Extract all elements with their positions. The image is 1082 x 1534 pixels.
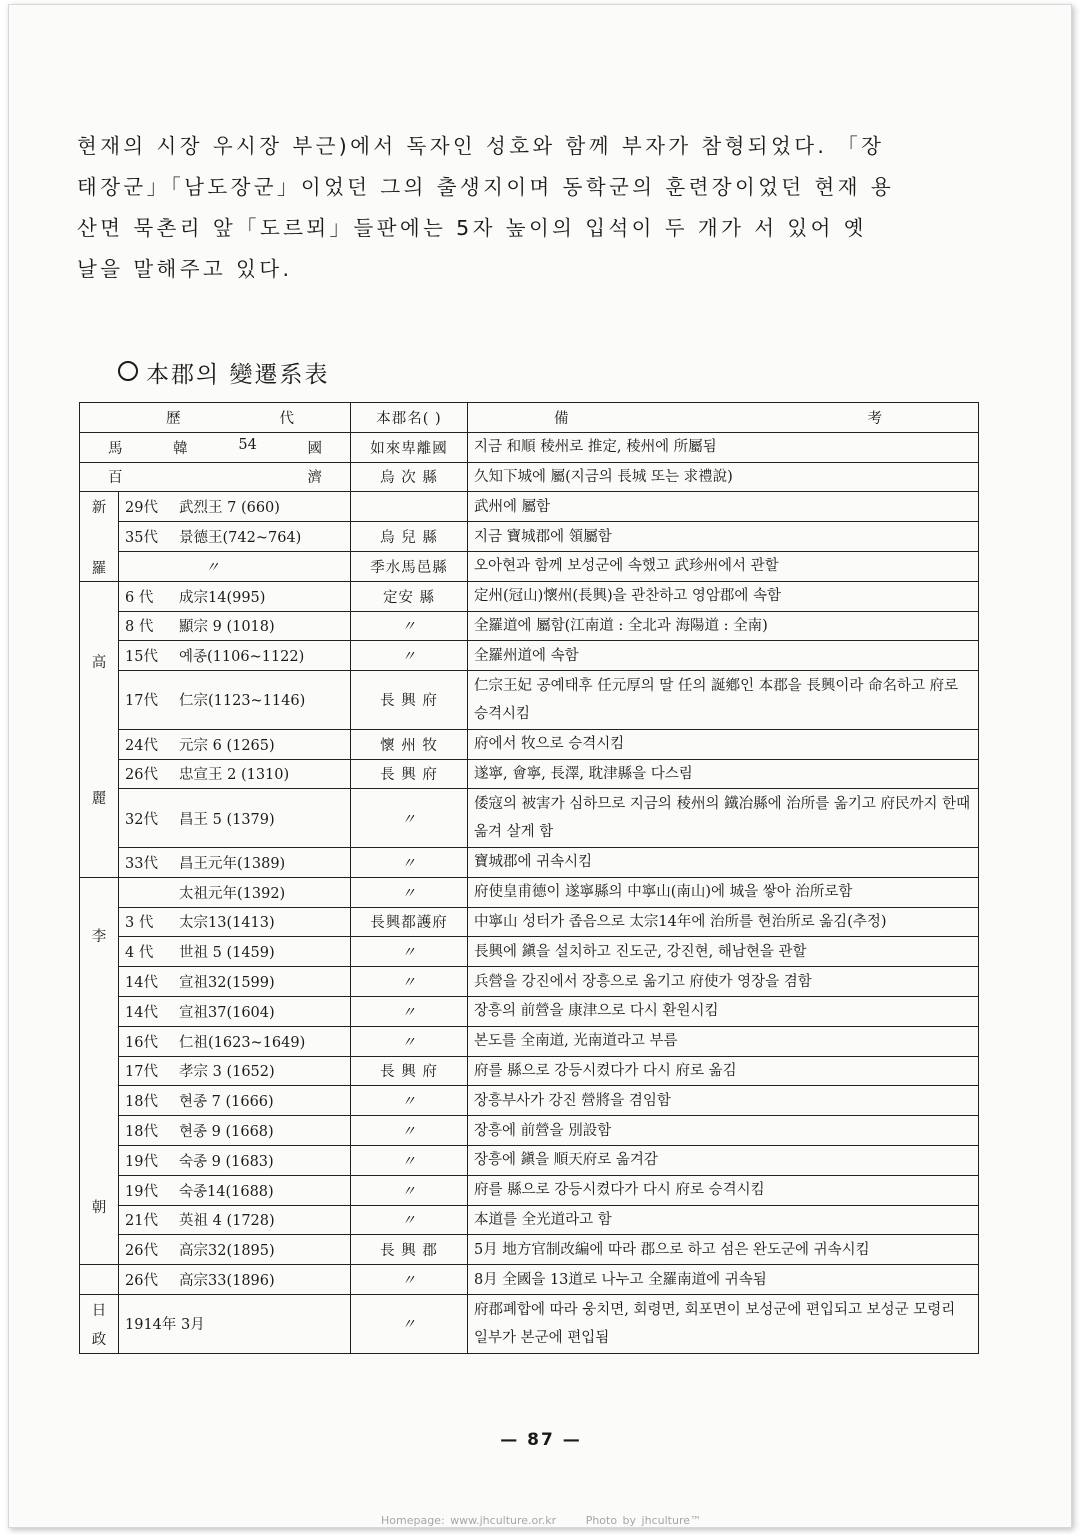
reign-cell bbox=[119, 1294, 351, 1353]
remark: 定州(冠山)懷州(長興)을 관찬하고 영암郡에 속함 bbox=[468, 581, 979, 611]
table-row bbox=[80, 492, 979, 522]
generation: 16代 bbox=[125, 1034, 158, 1051]
county-name: 〃 bbox=[351, 1086, 468, 1116]
county-name: 季水馬邑縣 bbox=[351, 551, 468, 581]
reign-cell bbox=[119, 551, 351, 581]
remark: 兵營을 강진에서 장흥으로 옮기고 府使가 영장을 겸함 bbox=[468, 967, 979, 997]
reign-year: 顯宗 9 (1018) bbox=[179, 619, 275, 636]
footer-homepage: Homepage: www.jhculture.or.kr bbox=[380, 1514, 557, 1527]
generation: 18代 bbox=[125, 1124, 158, 1141]
remark: 장흥부사가 강진 營將을 겸임함 bbox=[468, 1086, 979, 1116]
table-row bbox=[80, 1086, 979, 1116]
table-row bbox=[80, 522, 979, 552]
remark: 府使皇甫德이 遂寧縣의 中寧山(南山)에 城을 쌓아 治所로함 bbox=[468, 877, 979, 907]
reign-year: 景德王(742~764) bbox=[179, 530, 302, 547]
reign-year: 元宗 6 (1265) bbox=[179, 737, 275, 754]
page-number: — 87 — bbox=[500, 1430, 582, 1450]
reign-year: 太祖元年(1392) bbox=[179, 885, 286, 902]
era-char: 新 bbox=[91, 499, 107, 516]
reign-year: 英祖 4 (1728) bbox=[179, 1213, 275, 1230]
reign-cell bbox=[119, 1205, 351, 1235]
reign-cell bbox=[119, 1145, 351, 1175]
reign-cell bbox=[119, 1116, 351, 1146]
remark: 本道를 全光道라고 함 bbox=[468, 1205, 979, 1235]
county-name: 烏 次 縣 bbox=[351, 462, 468, 492]
section-heading: 本郡의 變遷系表 bbox=[118, 356, 330, 389]
table-header-row bbox=[80, 403, 979, 433]
generation: 18代 bbox=[125, 1094, 158, 1111]
generation: 26代 bbox=[125, 1243, 158, 1260]
table-row bbox=[80, 581, 979, 611]
paragraph-line: 태장군」「남도장군」이었던 그의 출생지이며 동학군의 훈련장이었던 현재 용 bbox=[77, 175, 895, 199]
remark: 長興에 鎭을 설치하고 진도군, 강진현, 해남현을 관할 bbox=[468, 937, 979, 967]
generation: 29代 bbox=[125, 500, 158, 517]
generation: 35代 bbox=[125, 530, 158, 547]
era-char: 日 bbox=[91, 1302, 107, 1319]
generation: 17代 bbox=[125, 693, 158, 710]
header-name: 本郡名( ) bbox=[351, 403, 468, 433]
generation: 4 代 bbox=[125, 945, 154, 962]
reign-year: 昌王 5 (1379) bbox=[179, 811, 275, 828]
remark: 遂寧, 會寧, 長澤, 耽津縣을 다스림 bbox=[468, 759, 979, 789]
reign-year: 世祖 5 (1459) bbox=[179, 945, 275, 962]
history-table bbox=[79, 402, 979, 1354]
remark: 장흥의 前營을 康津으로 다시 환원시킴 bbox=[468, 996, 979, 1026]
reign-year: 예종(1106~1122) bbox=[179, 649, 305, 666]
reign-year: 太宗13(1413) bbox=[179, 915, 275, 932]
reign-cell bbox=[119, 611, 351, 641]
county-name: 〃 bbox=[351, 1145, 468, 1175]
reign-year: 高宗32(1895) bbox=[179, 1243, 275, 1260]
generation: 19代 bbox=[125, 1153, 158, 1170]
table-row bbox=[80, 1265, 979, 1295]
table-row bbox=[80, 1026, 979, 1056]
table-row bbox=[80, 1056, 979, 1086]
footer-credit bbox=[0, 1514, 1082, 1527]
remark: 府를 縣으로 강등시켰다가 다시 府로 옮김 bbox=[468, 1056, 979, 1086]
reign-cell bbox=[119, 1175, 351, 1205]
county-name: 〃 bbox=[351, 877, 468, 907]
remark: 武州에 屬함 bbox=[468, 492, 979, 522]
remark: 지금 寶城郡에 領屬함 bbox=[468, 522, 979, 552]
reign-year: 高宗33(1896) bbox=[179, 1273, 275, 1289]
table-row bbox=[80, 847, 979, 877]
paragraph-line: 산면 묵촌리 앞「도르뫼」들판에는 5자 높이의 입석이 두 개가 서 있어 옛 bbox=[77, 216, 867, 240]
county-name: 〃 bbox=[351, 789, 468, 848]
reign-cell bbox=[119, 1235, 351, 1265]
reign-year: 숙종 9 (1683) bbox=[179, 1153, 274, 1170]
reign-year: 忠宣王 2 (1310) bbox=[179, 767, 290, 784]
county-name: 懷 州 牧 bbox=[351, 729, 468, 759]
era-char: 麗 bbox=[91, 790, 107, 807]
remark: 장흥에 鎭을 順天府로 옮겨감 bbox=[468, 1145, 979, 1175]
table-row bbox=[80, 671, 979, 730]
generation: 17代 bbox=[125, 1064, 158, 1081]
generation: 26代 bbox=[125, 767, 158, 784]
header-note: 備 考 bbox=[468, 403, 979, 433]
reign-cell bbox=[119, 729, 351, 759]
remark: 全羅道에 屬함(江南道 : 全北과 海陽道 : 全南) bbox=[468, 611, 979, 641]
county-name bbox=[351, 492, 468, 522]
remark: 府郡폐합에 따라 웅치면, 회령면, 회포면이 보성군에 편입되고 보성군 모령리 일부가 본군에 편입됨 bbox=[468, 1294, 979, 1353]
reign-year: 孝宗 3 (1652) bbox=[179, 1064, 275, 1081]
reign-year: 仁祖(1623~1649) bbox=[179, 1034, 306, 1051]
table-row bbox=[80, 759, 979, 789]
generation: 24代 bbox=[125, 737, 158, 754]
county-name: 〃 bbox=[351, 1205, 468, 1235]
reign-year: 成宗14(995) bbox=[179, 589, 266, 606]
county-name: 〃 bbox=[351, 1175, 468, 1205]
era-silla bbox=[80, 492, 119, 581]
table-row bbox=[80, 877, 979, 907]
reign-cell bbox=[119, 847, 351, 877]
reign-year: 1914年 3月 bbox=[125, 1317, 205, 1334]
reign-cell bbox=[119, 671, 351, 730]
generation: 32代 bbox=[125, 811, 158, 828]
remark: 지금 和順 稜州로 推定, 稜州에 所屬됨 bbox=[468, 432, 979, 462]
era-char: 羅 bbox=[91, 560, 107, 577]
reign-year: 숙종14(1688) bbox=[179, 1183, 274, 1200]
generation: 26代 bbox=[125, 1273, 158, 1289]
county-name: 烏 兒 縣 bbox=[351, 522, 468, 552]
table-row bbox=[80, 1294, 979, 1353]
reign-year: 武烈王 7 (660) bbox=[179, 500, 280, 517]
table-row bbox=[80, 1145, 979, 1175]
reign-cell bbox=[119, 907, 351, 937]
paragraph-line: 현재의 시장 우시장 부근)에서 독자인 성호와 함께 부자가 참형되었다. 「장 bbox=[77, 134, 885, 158]
paragraph-line: 날을 말해주고 있다. bbox=[77, 257, 293, 281]
table-row bbox=[80, 1175, 979, 1205]
remark: 仁宗王妃 공예태후 任元厚의 딸 任의 誕鄕인 本郡을 長興이라 命名하고 府로 승격시킴 bbox=[468, 671, 979, 730]
county-name: 如來卑離國 bbox=[351, 432, 468, 462]
table-row bbox=[80, 967, 979, 997]
county-name: 〃 bbox=[351, 1265, 468, 1295]
table-row bbox=[80, 789, 979, 848]
reign-year: 현종 9 (1668) bbox=[179, 1124, 274, 1141]
generation: 19代 bbox=[125, 1183, 158, 1200]
generation: 14代 bbox=[125, 975, 158, 992]
reign-cell bbox=[119, 522, 351, 552]
era-joseon bbox=[80, 877, 119, 1264]
reign-cell bbox=[119, 937, 351, 967]
county-name: 定安 縣 bbox=[351, 581, 468, 611]
reign-cell bbox=[119, 1265, 351, 1295]
reign-cell bbox=[119, 1026, 351, 1056]
body-paragraph bbox=[77, 126, 977, 290]
generation: 6 代 bbox=[125, 589, 154, 606]
table-row bbox=[80, 432, 979, 462]
county-name: 長 興 府 bbox=[351, 671, 468, 730]
county-name: 長興都護府 bbox=[351, 907, 468, 937]
remark: 오아현과 함께 보성군에 속했고 武珍州에서 관할 bbox=[468, 551, 979, 581]
table-row bbox=[80, 1116, 979, 1146]
remark: 倭寇의 被害가 심하므로 지금의 稜州의 鐵冶縣에 治所를 옮기고 府民까지 한때 옮겨 살게 함 bbox=[468, 789, 979, 848]
remark: 寶城郡에 귀속시킴 bbox=[468, 847, 979, 877]
reign-cell bbox=[119, 877, 351, 907]
reign-cell bbox=[119, 1056, 351, 1086]
remark: 久知下城에 屬(지금의 長城 또는 求禮說) bbox=[468, 462, 979, 492]
table-row bbox=[80, 996, 979, 1026]
reign-year: 宣祖37(1604) bbox=[179, 1004, 275, 1021]
generation: 15代 bbox=[125, 649, 158, 666]
reign-year: 昌王元年(1389) bbox=[179, 855, 286, 872]
era-char: 政 bbox=[91, 1331, 107, 1348]
county-name: 〃 bbox=[351, 937, 468, 967]
remark: 본도를 全南道, 光南道라고 부름 bbox=[468, 1026, 979, 1056]
era-char: 朝 bbox=[91, 1199, 107, 1216]
remark: 府에서 牧으로 승격시킴 bbox=[468, 729, 979, 759]
generation: 33代 bbox=[125, 855, 158, 872]
circle-bullet-icon bbox=[118, 361, 138, 381]
county-name: 長 興 府 bbox=[351, 1056, 468, 1086]
reign-cell bbox=[119, 789, 351, 848]
reign-year: 현종 7 (1666) bbox=[179, 1094, 274, 1111]
reign-cell bbox=[119, 1086, 351, 1116]
remark: 府를 縣으로 강등시켰다가 다시 府로 승격시킴 bbox=[468, 1175, 979, 1205]
remark: 8月 全國을 13道로 나누고 全羅南道에 귀속됨 bbox=[468, 1265, 979, 1295]
reign-year: 宣祖32(1599) bbox=[179, 975, 275, 992]
reign-cell bbox=[119, 996, 351, 1026]
reign-cell bbox=[119, 641, 351, 671]
reign-year: 仁宗(1123~1146) bbox=[179, 693, 306, 710]
table-row bbox=[80, 641, 979, 671]
county-name: 〃 bbox=[351, 996, 468, 1026]
reign-cell bbox=[119, 581, 351, 611]
footer-photo: Photo by jhculture™ bbox=[585, 1514, 701, 1527]
era-japan bbox=[80, 1294, 119, 1353]
generation: 14代 bbox=[125, 1004, 158, 1021]
county-name: 〃 bbox=[351, 611, 468, 641]
era-goryeo bbox=[80, 581, 119, 877]
era-baekje: 百 濟 bbox=[80, 462, 351, 492]
county-name: 長 興 郡 bbox=[351, 1235, 468, 1265]
table-row bbox=[80, 907, 979, 937]
generation: 21代 bbox=[125, 1213, 158, 1230]
reign-year: 〃 bbox=[205, 559, 220, 576]
reign-cell bbox=[119, 759, 351, 789]
remark: 中寧山 성터가 좁음으로 太宗14年에 治所를 현治所로 옮김(추정) bbox=[468, 907, 979, 937]
era-mahan: 馬 韓 54 國 bbox=[80, 432, 351, 462]
era-char: 高 bbox=[91, 654, 107, 671]
era-char: 李 bbox=[91, 928, 107, 945]
county-name: 〃 bbox=[351, 1294, 468, 1353]
table-row bbox=[80, 462, 979, 492]
reign-cell bbox=[119, 967, 351, 997]
remark: 5月 地方官制改編에 따라 郡으로 하고 섬은 완도군에 귀속시킴 bbox=[468, 1235, 979, 1265]
table-row bbox=[80, 1205, 979, 1235]
county-name: 〃 bbox=[351, 847, 468, 877]
era-blank bbox=[80, 1265, 119, 1295]
county-name: 〃 bbox=[351, 641, 468, 671]
table-row bbox=[80, 551, 979, 581]
header-era: 歷 代 bbox=[80, 403, 351, 433]
table-row bbox=[80, 611, 979, 641]
generation: 3 代 bbox=[125, 915, 154, 932]
table-row bbox=[80, 1235, 979, 1265]
county-name: 〃 bbox=[351, 967, 468, 997]
generation: 8 代 bbox=[125, 619, 154, 636]
county-name: 〃 bbox=[351, 1116, 468, 1146]
table-row bbox=[80, 937, 979, 967]
remark: 장흥에 前營을 別設함 bbox=[468, 1116, 979, 1146]
reign-cell bbox=[119, 492, 351, 522]
table-row bbox=[80, 729, 979, 759]
remark: 全羅州道에 속함 bbox=[468, 641, 979, 671]
county-name: 長 興 府 bbox=[351, 759, 468, 789]
county-name: 〃 bbox=[351, 1026, 468, 1056]
